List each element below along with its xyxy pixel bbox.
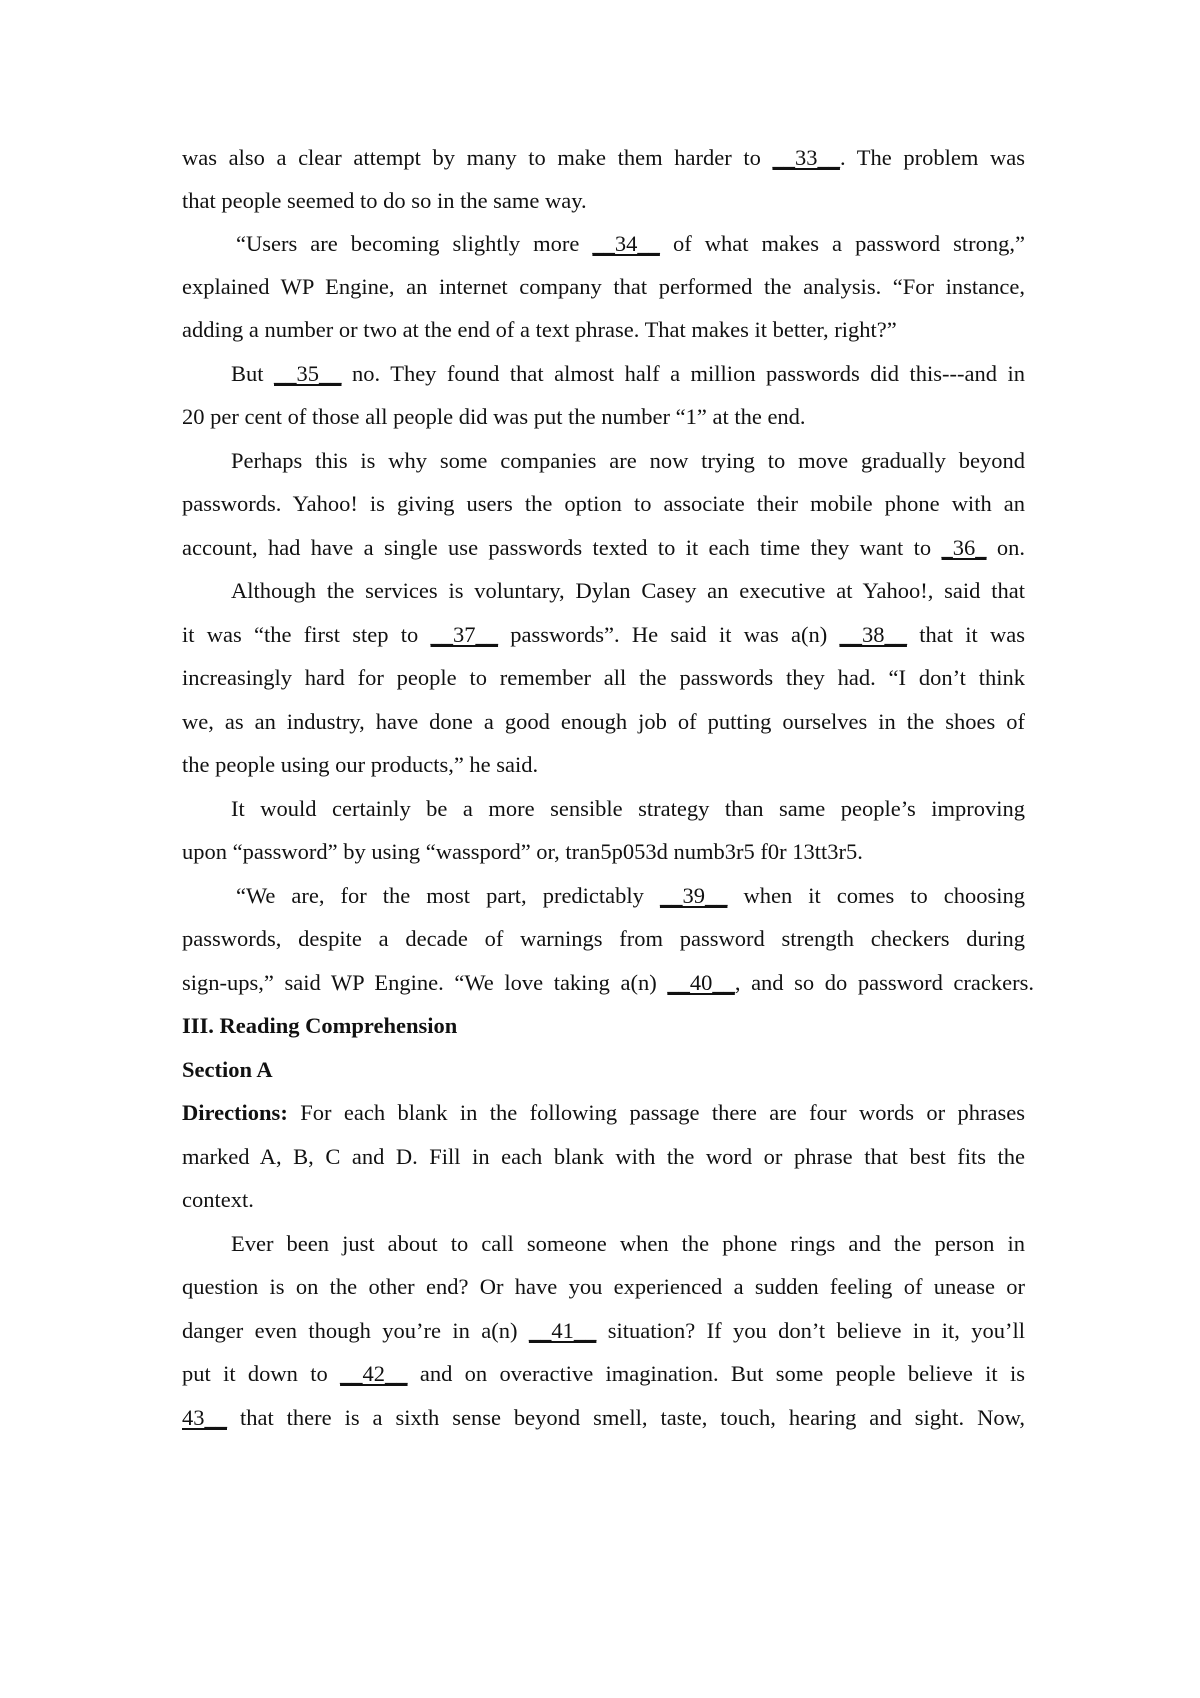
text-line: 20 per cent of those all people did was put the number “1” at the end. xyxy=(182,404,806,429)
section-subheading: Section A xyxy=(182,1057,273,1082)
answer-blank-38: __38__ xyxy=(839,622,907,647)
text-line: But __35__ no. They found that almost half a million passwords did this---and in xyxy=(231,361,1025,386)
text-line: “Users are becoming slightly more __34__ of what makes a password strong,” xyxy=(236,231,1025,256)
text-line: danger even though you’re in a(n) __41__ situation? If you don’t believe in it, you’ll xyxy=(182,1318,1025,1343)
answer-blank-42: __42__ xyxy=(340,1361,408,1386)
text-line: Ever been just about to call someone when the phone rings and the person in xyxy=(231,1231,1025,1256)
text-line: Although the services is voluntary, Dylan Casey an executive at Yahoo!, said that xyxy=(231,578,1025,603)
text-line: “We are, for the most part, predictably __39__ when it comes to choosing xyxy=(236,883,1025,908)
section-heading: III. Reading Comprehension xyxy=(182,1013,458,1038)
text-line: passwords. Yahoo! is giving users the option to associate their mobile phone with an xyxy=(182,491,1025,516)
text-line: sign-ups,” said WP Engine. “We love taking a(n) __40__, and so do password crackers. xyxy=(182,970,1034,995)
text-line: Perhaps this is why some companies are now trying to move gradually beyond xyxy=(231,448,1025,473)
answer-blank-39: __39__ xyxy=(659,883,728,908)
directions-line: context. xyxy=(182,1187,254,1212)
text-line: increasingly hard for people to remember all the passwords they had. “I don’t think xyxy=(182,665,1025,690)
answer-blank-33: __33__ xyxy=(772,145,840,170)
answer-blank-43: 43__ xyxy=(182,1405,227,1430)
text-line: explained WP Engine, an internet company that performed the analysis. “For instance, xyxy=(182,274,1025,299)
answer-blank-37: __37__ xyxy=(430,622,499,647)
text-line: the people using our products,” he said. xyxy=(182,752,539,777)
directions-line: Directions: For each blank in the following passage there are four words or phrases xyxy=(182,1100,1025,1125)
answer-blank-36: _36_ xyxy=(941,535,987,560)
answer-blank-40: __40__ xyxy=(667,970,735,995)
text-line: that people seemed to do so in the same way. xyxy=(182,188,587,213)
answer-blank-34: __34__ xyxy=(592,231,660,256)
answer-blank-35: __35__ xyxy=(274,361,342,386)
text-line: 43__ that there is a sixth sense beyond smell, taste, touch, hearing and sight. Now, xyxy=(182,1405,1025,1430)
text-line: we, as an industry, have done a good enough job of putting ourselves in the shoes of xyxy=(182,709,1025,734)
text-line: was also a clear attempt by many to make them harder to __33__. The problem was xyxy=(182,145,1025,170)
answer-blank-41: __41__ xyxy=(528,1318,597,1343)
text-line: upon “password” by using “wasspord” or, tran5p053d numb3r5 f0r 13tt3r5. xyxy=(182,839,863,864)
text-line: question is on the other end? Or have you experienced a sudden feeling of unease or xyxy=(182,1274,1025,1299)
text-line: It would certainly be a more sensible strategy than same people’s improving xyxy=(231,796,1025,821)
text-line: passwords, despite a decade of warnings from password strength checkers during xyxy=(182,926,1025,951)
text-line: adding a number or two at the end of a text phrase. That makes it better, right?” xyxy=(182,317,897,342)
text-line: it was “the first step to __37__ passwords”. He said it was a(n) __38__ that it was xyxy=(182,622,1025,647)
directions-line: marked A, B, C and D. Fill in each blank with the word or phrase that best fits the xyxy=(182,1144,1025,1169)
text-line: account, had have a single use passwords texted to it each time they want to _36_ on. xyxy=(182,535,1026,560)
text-line: put it down to __42__ and on overactive imagination. But some people believe it is xyxy=(182,1361,1025,1386)
directions-label: Directions: xyxy=(182,1100,288,1125)
